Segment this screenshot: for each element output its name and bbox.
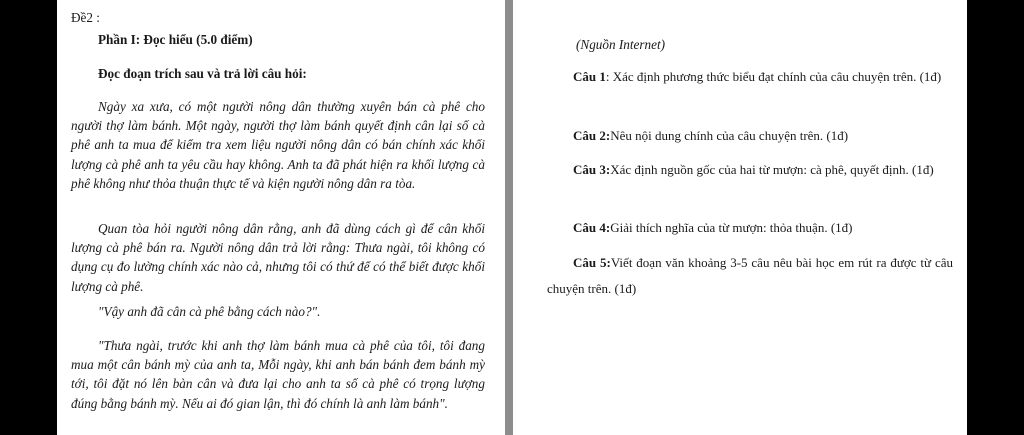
passage-paragraph-1: Ngày xa xưa, có một người nông dân thường xuyên bán cà phê cho người thợ làm bánh. Một ngày, người thợ làm bánh quyết định cân lại số cà phê anh ta mua để kiểm tra xem liệu người nông dân có bán chính xác khối lượng cà phê anh ta yêu cầu hay không. Anh ta đã phát hiện ra khối lượng cà phê không như thỏa thuận thực tế và kiện người nông dân ra tòa. xyxy=(71,99,485,191)
reading-instruction: Đọc đoạn trích sau và trả lời câu hỏi: xyxy=(98,66,307,81)
section-title: Phần I: Đọc hiểu (5.0 điểm) xyxy=(98,32,253,47)
question-2 xyxy=(573,126,848,145)
question-5 xyxy=(547,250,953,302)
question-3-label: Câu 3: xyxy=(573,162,611,177)
question-5-label: Câu 5: xyxy=(573,255,611,270)
question-2-text: Nêu nội dung chính của câu chuyện trên. (1đ) xyxy=(610,128,849,143)
question-4-text: Giải thích nghĩa của từ mượn: thỏa thuận. (1đ) xyxy=(610,220,853,235)
passage-paragraph-2: Quan tòa hỏi người nông dân rằng, anh đã dùng cách gì để cân khối lượng cà phê bán ra. Người nông dân trả lời rằng: Thưa ngài, tôi không có dụng cụ đo lường chính xác nào cả, nhưng tôi có thứ để có thể biết được khối lượng cà phê. xyxy=(71,221,485,294)
question-4 xyxy=(573,218,852,237)
question-1-text: : Xác định phương thức biểu đạt chính của câu chuyện trên. (1đ) xyxy=(605,69,942,84)
passage-paragraph-4: "Thưa ngài, trước khi anh thợ làm bánh mua cà phê của tôi, tôi đang mua một cân bánh mỳ của anh ta, Mỗi ngày, khi anh bán bánh đem bánh mỳ tới, tôi đặt nó lên bàn cân và đưa lại cho anh ta số cà phê có trọng lượng đúng bằng bánh mỳ. Nếu ai đó gian lận, thì đó chính là anh làm bánh". xyxy=(71,338,485,411)
question-1-label: Câu 1 xyxy=(573,69,606,84)
passage-paragraph-3: "Vậy anh đã cân cà phê bằng cách nào?". xyxy=(98,304,321,319)
question-3-text: Xác định nguồn gốc của hai từ mượn: cà phê, quyết định. (1đ) xyxy=(610,162,934,177)
question-5-text: Viết đoạn văn khoảng 3-5 câu nêu bài học em rút ra được từ câu chuyện trên. (1đ) xyxy=(547,255,954,296)
page-divider xyxy=(505,0,513,435)
source-note: (Nguồn Internet) xyxy=(576,37,665,52)
exam-label: Đề2 : xyxy=(71,10,100,25)
question-1 xyxy=(547,64,953,90)
left-page xyxy=(57,0,505,435)
question-2-label: Câu 2: xyxy=(573,128,611,143)
question-4-label: Câu 4: xyxy=(573,220,611,235)
question-3 xyxy=(547,156,953,183)
right-page xyxy=(513,0,967,435)
